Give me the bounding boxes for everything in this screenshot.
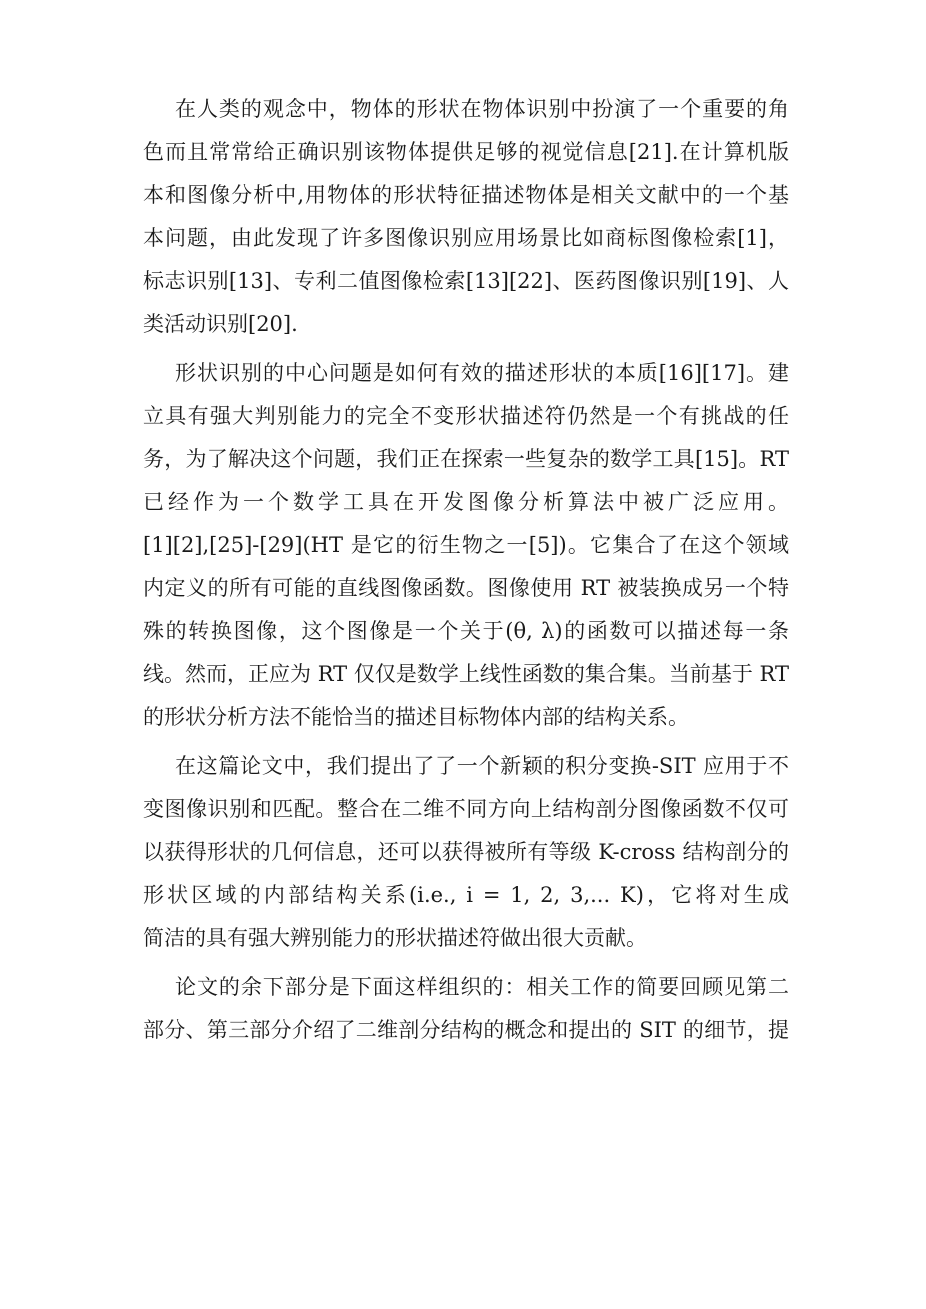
- paragraph-1-line-1: 在人类的观念中，物体的形状在物体识别中扮演了一个重要的角: [175, 97, 789, 121]
- paragraph-1-line-4: 本问题，由此发现了许多图像识别应用场景比如商标图像检索[1]，: [143, 226, 789, 250]
- paragraph-1-line-3: 本和图像分析中,用物体的形状特征描述物体是相关文献中的一个基: [143, 183, 789, 207]
- paragraph-3-line-5: 简洁的具有强大辨别能力的形状描述符做出很大贡献。: [143, 926, 647, 950]
- paragraph-2-line-2: 立具有强大判别能力的完全不变形状描述符仍然是一个有挑战的任: [143, 404, 789, 428]
- paragraph-3-line-3: 以获得形状的几何信息，还可以获得被所有等级 K-cross 结构剖分的: [143, 840, 789, 864]
- paragraph-2-line-5: [1][2],[25]-[29](HT 是它的衍生物之一[5])。它集合了在这个领域: [143, 533, 789, 557]
- paragraph-1-line-5: 标志识别[13]、专利二值图像检索[13][22]、医药图像识别[19]、人: [143, 269, 789, 293]
- paragraph-4-line-2: 部分、第三部分介绍了二维剖分结构的概念和提出的 SIT 的细节，提: [143, 1018, 789, 1042]
- paragraph-4-line-1: 论文的余下部分是下面这样组织的：相关工作的简要回顾见第二: [175, 975, 789, 999]
- paragraph-1-line-2: 色而且常常给正确识别该物体提供足够的视觉信息[21].在计算机版: [143, 140, 789, 164]
- paragraph-2-line-1: 形状识别的中心问题是如何有效的描述形状的本质[16][17]。建: [175, 361, 789, 385]
- paragraph-3-line-2: 变图像识别和匹配。整合在二维不同方向上结构剖分图像函数不仅可: [143, 797, 789, 821]
- paragraph-3-line-1: 在这篇论文中，我们提出了了一个新颖的积分变换-SIT 应用于不: [175, 754, 789, 778]
- paragraph-2-line-3: 务，为了解决这个问题，我们正在探索一些复杂的数学工具[15]。RT: [143, 447, 789, 471]
- paragraph-2-line-4: 已经作为一个数学工具在开发图像分析算法中被广泛应用。: [143, 490, 789, 514]
- paragraph-2-line-7: 殊的转换图像，这个图像是一个关于(θ, λ)的函数可以描述每一条: [143, 619, 789, 643]
- paragraph-2-line-8: 线。然而，正应为 RT 仅仅是数学上线性函数的集合集。当前基于 RT: [143, 662, 789, 686]
- paragraph-1-line-6: 类活动识别[20].: [143, 312, 298, 336]
- paragraph-2-line-9: 的形状分析方法不能恰当的描述目标物体内部的结构关系。: [143, 705, 689, 729]
- paragraph-2-line-6: 内定义的所有可能的直线图像函数。图像使用 RT 被装换成另一个特: [143, 576, 789, 600]
- paragraph-3-line-4: 形状区域的内部结构关系(i.e., i = 1, 2, 3,... K)，它将对生成: [143, 883, 789, 907]
